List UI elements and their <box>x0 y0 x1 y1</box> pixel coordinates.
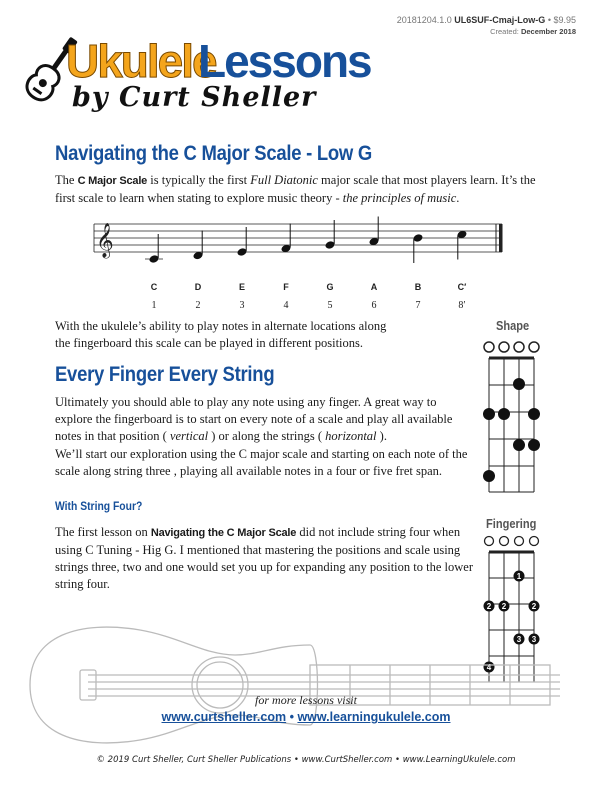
string-four-text: The first lesson on <box>55 525 151 539</box>
fingering-label: Fingering <box>486 516 537 531</box>
intro-text: major scale that most players learn. It’s the first scale to learn when stating to explore music theory - <box>55 173 536 205</box>
scale-degree-label: 6 <box>371 300 377 311</box>
string-four-paragraph <box>55 524 475 593</box>
positions-paragraph: With the ukulele’s ability to play notes in alternate locations along the fingerboard this scale can be played in different positions. <box>55 319 387 350</box>
finger-number: 2 <box>501 602 507 611</box>
scale-degree-label: 1 <box>151 300 157 311</box>
every-finger-text: ). <box>376 429 387 443</box>
note-name-label: E <box>238 282 246 292</box>
string-four-text: did not include string four when using C Tuning - Hig G. I mentioned that mastering the positions and scale using strings three, two and one would set you up for expanding any position to the lower string four. <box>55 525 473 591</box>
section-title-every-finger: Every Finger Every String <box>55 363 275 386</box>
finger-dot <box>498 408 510 420</box>
note-name-label: G <box>326 282 334 292</box>
scale-degree-label: 8′ <box>458 300 466 311</box>
logo-word-ukulele: Ukulele <box>66 35 216 87</box>
finger-number: 2 <box>531 602 537 611</box>
intro-text: is typically the first <box>147 173 251 187</box>
intro-text: The <box>55 173 78 187</box>
every-finger-text: ) or along the strings ( <box>208 429 326 443</box>
finger-number: 3 <box>516 635 522 644</box>
open-string-marker <box>529 342 539 352</box>
intro-text: . <box>456 191 460 205</box>
copyright-line: © 2019 Curt Sheller, Curt Sheller Publications • www.CurtSheller.com • www.LearningUkulele.com <box>96 755 516 765</box>
note-name-label: C′ <box>457 282 467 292</box>
page-title: Navigating the C Major Scale - Low G <box>55 142 373 165</box>
footer-separator: • <box>286 710 298 724</box>
note-name-label: B <box>414 282 422 292</box>
product-line <box>397 14 576 26</box>
note-name-label: D <box>194 282 202 292</box>
document-meta <box>397 14 576 38</box>
every-finger-italic: vertical <box>169 429 209 443</box>
treble-clef-icon: 𝄞 <box>96 223 114 258</box>
ukulele-outline-icon <box>20 615 580 755</box>
open-string-marker <box>485 537 494 546</box>
created-label: Created: <box>490 27 519 36</box>
finger-dot <box>513 439 525 451</box>
open-string-marker <box>515 537 524 546</box>
finger-dot <box>483 470 495 482</box>
string-four-bold: Navigating the C Major Scale <box>150 527 297 539</box>
scale-degree-label: 2 <box>195 300 201 311</box>
scale-degree-label: 7 <box>415 300 421 311</box>
product-price: • $9.95 <box>547 15 576 25</box>
shape-chord-diagram <box>480 340 548 502</box>
open-string-marker <box>500 537 509 546</box>
finger-dot <box>483 408 495 420</box>
scale-degree-label: 3 <box>239 300 245 311</box>
note-name-label: C <box>150 282 158 292</box>
intro-bold: C Major Scale <box>77 175 148 187</box>
created-line <box>397 26 576 38</box>
finger-number: 1 <box>516 572 522 581</box>
note-name-label: F <box>283 282 289 292</box>
note-name-label: A <box>370 282 378 292</box>
product-code: UL6SUF-Cmaj-Low-G <box>454 15 546 25</box>
open-string-marker <box>514 342 524 352</box>
every-finger-italic: horizontal <box>325 429 377 443</box>
scale-degree-label: 4 <box>283 300 289 311</box>
open-string-marker <box>499 342 509 352</box>
product-version: 20181204.1.0 <box>396 15 452 25</box>
finger-dot <box>513 378 525 390</box>
shape-label: Shape <box>496 318 530 333</box>
learningukulele-link[interactable]: www.learningukulele.com <box>297 710 451 724</box>
c-major-scale-staff <box>92 210 512 320</box>
intro-italic: Full Diatonic <box>250 173 318 187</box>
created-date: December 2018 <box>520 27 576 36</box>
ukulele-lessons-logo <box>22 30 402 112</box>
logo-word-lessons: Lessons <box>198 35 371 87</box>
finger-dot <box>528 439 540 451</box>
exploration-paragraph: We’ll start our exploration using the C major scale and starting on each note of the scale along string three , playing all available notes in a four or five fret span. <box>55 447 468 478</box>
logo-byline: by Curt Sheller <box>72 82 317 113</box>
scale-degree-label: 5 <box>327 300 333 311</box>
finger-number: 2 <box>486 602 492 611</box>
curtsheller-link[interactable]: www.curtsheller.com <box>161 710 287 724</box>
intro-italic: the principles of music <box>342 191 457 205</box>
open-string-marker <box>484 342 494 352</box>
finger-dot <box>528 408 540 420</box>
open-string-marker <box>530 537 539 546</box>
section-title-string-four: With String Four? <box>55 501 143 513</box>
finger-number: 3 <box>531 635 537 644</box>
finger-number: 4 <box>486 663 492 672</box>
footer-links <box>0 710 612 724</box>
intro-paragraph <box>55 172 555 207</box>
footer-lessons-text: for more lessons visit <box>255 693 357 707</box>
every-finger-paragraph <box>55 394 475 445</box>
every-finger-text: Ultimately you should able to play any note using any finger. A great way to explore the fingerboard is to start on every note of a scale and play all available notes in that position ( <box>55 395 453 443</box>
